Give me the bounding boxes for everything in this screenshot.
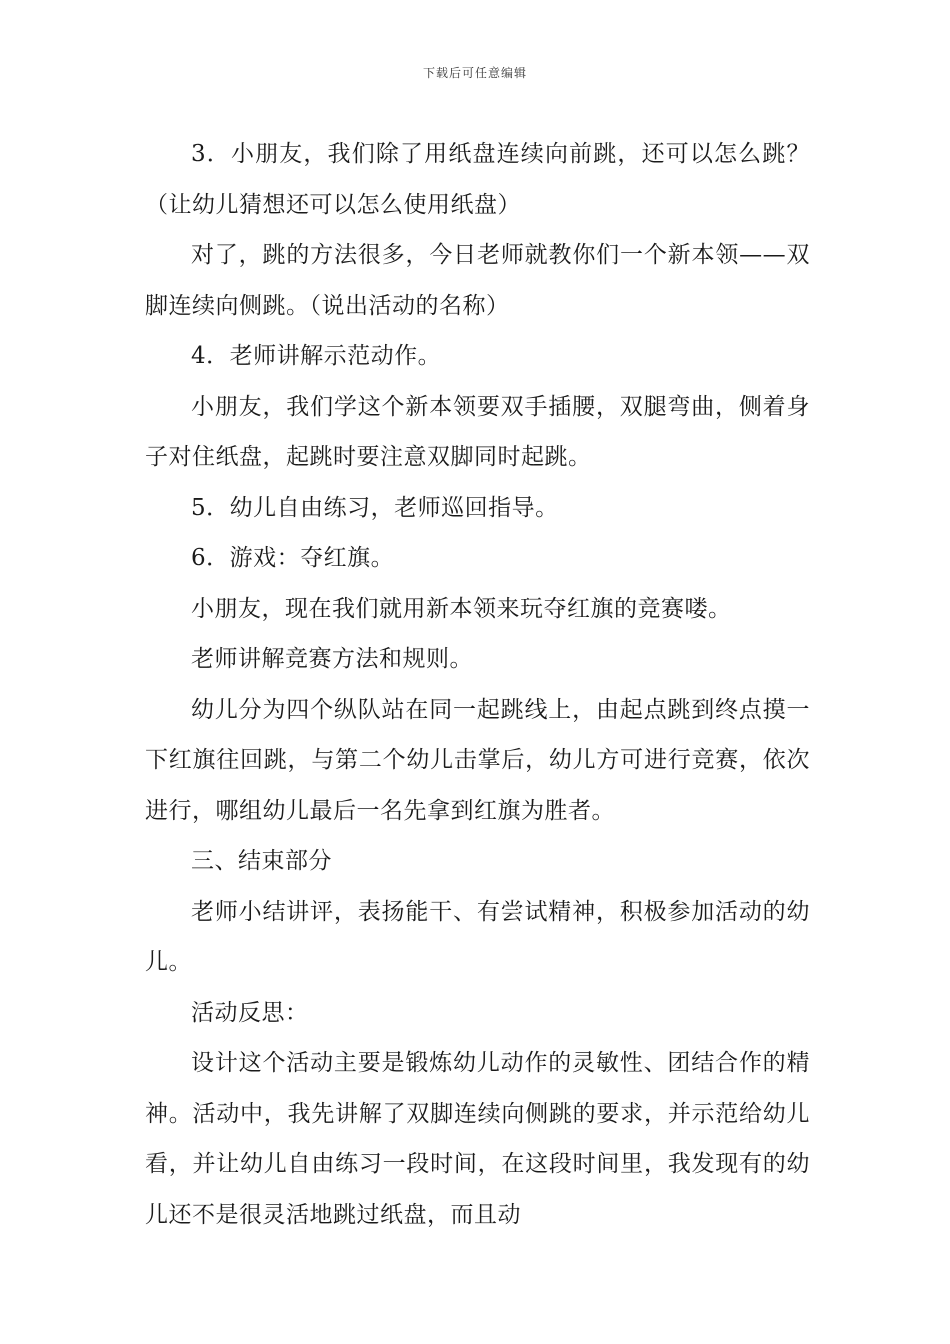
paragraph-4: 小朋友，我们学这个新本领要双手插腰，双腿弯曲，侧着身子对住纸盘，起跳时要注意双脚同时起跳。	[145, 393, 810, 470]
paragraph-6: 6．游戏：夺红旗。	[191, 545, 395, 571]
paragraph-11: 老师小结讲评，表扬能干、有尝试精神，积极参加活动的幼儿。	[145, 898, 810, 975]
paragraph-13: 设计这个活动主要是锻炼幼儿动作的灵敏性、团结合作的精神。活动中，我先讲解了双脚连续向侧跳的要求，并示范给幼儿看，并让幼儿自由练习一段时间，在这段时间里，我发现有的幼儿还不是很灵活地跳过纸盘，而且动	[145, 1050, 810, 1228]
paragraph-2: 对了，跳的方法很多，今日老师就教你们一个新本领——双脚连续向侧跳。（说出活动的名称）	[145, 242, 810, 319]
paragraph-5: 5．幼儿自由练习，老师巡回指导。	[191, 494, 559, 521]
page-header: 下载后可任意编辑	[422, 66, 527, 80]
paragraph-3: 4．老师讲解示范动作。	[191, 343, 442, 369]
paragraph-8: 老师讲解竞赛方法和规则。	[191, 646, 473, 672]
document-body	[145, 129, 810, 1240]
section-heading-reflection: 活动反思：	[191, 999, 309, 1026]
paragraph-7: 小朋友，现在我们就用新本领来玩夺红旗的竞赛喽。	[191, 595, 732, 622]
paragraph-9: 幼儿分为四个纵队站在同一起跳线上，由起点跳到终点摸一下红旗往回跳，与第二个幼儿击掌后，幼儿方可进行竞赛，依次进行，哪组幼儿最后一名先拿到红旗为胜者。	[145, 696, 810, 824]
paragraph-1: 3．小朋友，我们除了用纸盘连续向前跳，还可以怎么跳？（让幼儿猜想还可以怎么使用纸盘）	[145, 141, 810, 218]
section-heading-end: 三、结束部分	[191, 848, 332, 874]
